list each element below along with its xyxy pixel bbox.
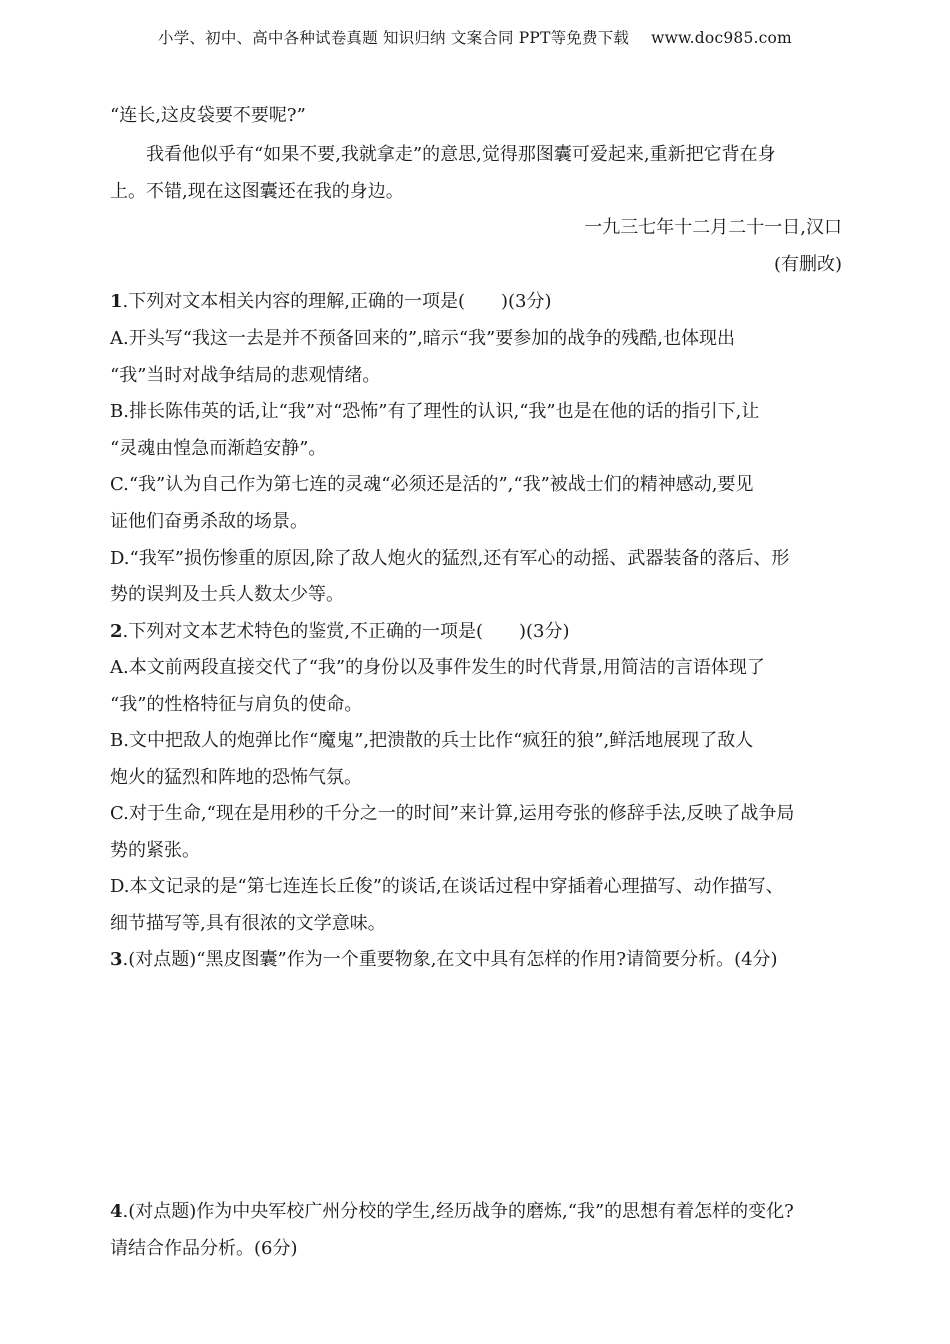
question-number: 4 (110, 1201, 123, 1222)
q1-option-b: B.排长陈伟英的话,让“我”对“恐怖”有了理性的认识,“我”也是在他的话的指引下,让 (110, 401, 760, 422)
q1-option-a: A.开头写“我这一去是并不预备回来的”,暗示“我”要参加的战争的残酷,也体现出 (110, 328, 735, 349)
q2-option-c-cont: 势的紧张。 (110, 840, 200, 861)
q2-option-a: A.本文前两段直接交代了“我”的身份以及事件发生的时代背景,用简洁的言语体现了 (110, 657, 765, 678)
q2-option-c: C.对于生命,“现在是用秒的千分之一的时间”来计算,运用夸张的修辞手法,反映了战争局 (110, 803, 795, 824)
q1-option-c-cont: 证他们奋勇杀敌的场景。 (110, 511, 308, 532)
passage-line: “连长,这皮袋要不要呢?” (110, 105, 306, 126)
q2-option-b: B.文中把敌人的炮弹比作“魔鬼”,把溃散的兵士比作“疯狂的狼”,鲜活地展现了敌人 (110, 730, 754, 751)
passage-note: (有删改) (773, 254, 842, 275)
header-text: 小学、初中、高中各种试卷真题 知识归纳 文案合同 PPT等免费下载 (158, 29, 630, 47)
question-text: .下列对文本相关内容的理解,正确的一项是( )(3分) (122, 291, 552, 312)
question-2-stem (110, 620, 842, 644)
question-text: .下列对文本艺术特色的鉴赏,不正确的一项是( )(3分) (122, 621, 570, 642)
question-number: 2 (110, 621, 123, 642)
header-site: www.doc985.com (651, 29, 792, 47)
passage-line: 我看他似乎有“如果不要,我就拿走”的意思,觉得那图囊可爱起来,重新把它背在身 (146, 144, 776, 165)
page-header (0, 26, 950, 48)
q2-option-d: D.本文记录的是“第七连连长丘俊”的谈话,在谈话过程中穿插着心理描写、动作描写、 (110, 876, 784, 897)
q1-option-c: C.“我”认为自己作为第七连的灵魂“必须还是活的”,“我”被战士们的精神感动,要见 (110, 474, 754, 495)
question-1-stem (110, 290, 842, 314)
q1-option-a-cont: “我”当时对战争结局的悲观情绪。 (110, 365, 381, 386)
passage-date: 一九三七年十二月二十一日,汉口 (584, 217, 842, 238)
question-3-stem (110, 948, 842, 972)
question-text: .(对点题)作为中央军校广州分校的学生,经历战争的磨炼,“我”的思想有着怎样的变化? (122, 1201, 794, 1222)
question-number: 1 (110, 291, 123, 312)
q2-option-b-cont: 炮火的猛烈和阵地的恐怖气氛。 (110, 767, 362, 788)
q2-option-a-cont: “我”的性格特征与肩负的使命。 (110, 694, 363, 715)
q1-option-d: D.“我军”损伤惨重的原因,除了敌人炮火的猛烈,还有军心的动摇、武器装备的落后、形 (110, 548, 790, 569)
question-text: .(对点题)“黑皮图囊”作为一个重要物象,在文中具有怎样的作用?请简要分析。(4分) (122, 949, 778, 970)
q1-option-b-cont: “灵魂由惶急而渐趋安静”。 (110, 438, 327, 459)
question-4-stem-cont: 请结合作品分析。(6分) (110, 1238, 298, 1259)
question-4-stem (110, 1200, 842, 1224)
q2-option-d-cont: 细节描写等,具有很浓的文学意味。 (110, 913, 386, 934)
q1-option-d-cont: 势的误判及士兵人数太少等。 (110, 584, 344, 605)
question-number: 3 (110, 949, 123, 970)
passage-line: 上。不错,现在这图囊还在我的身边。 (110, 181, 404, 202)
